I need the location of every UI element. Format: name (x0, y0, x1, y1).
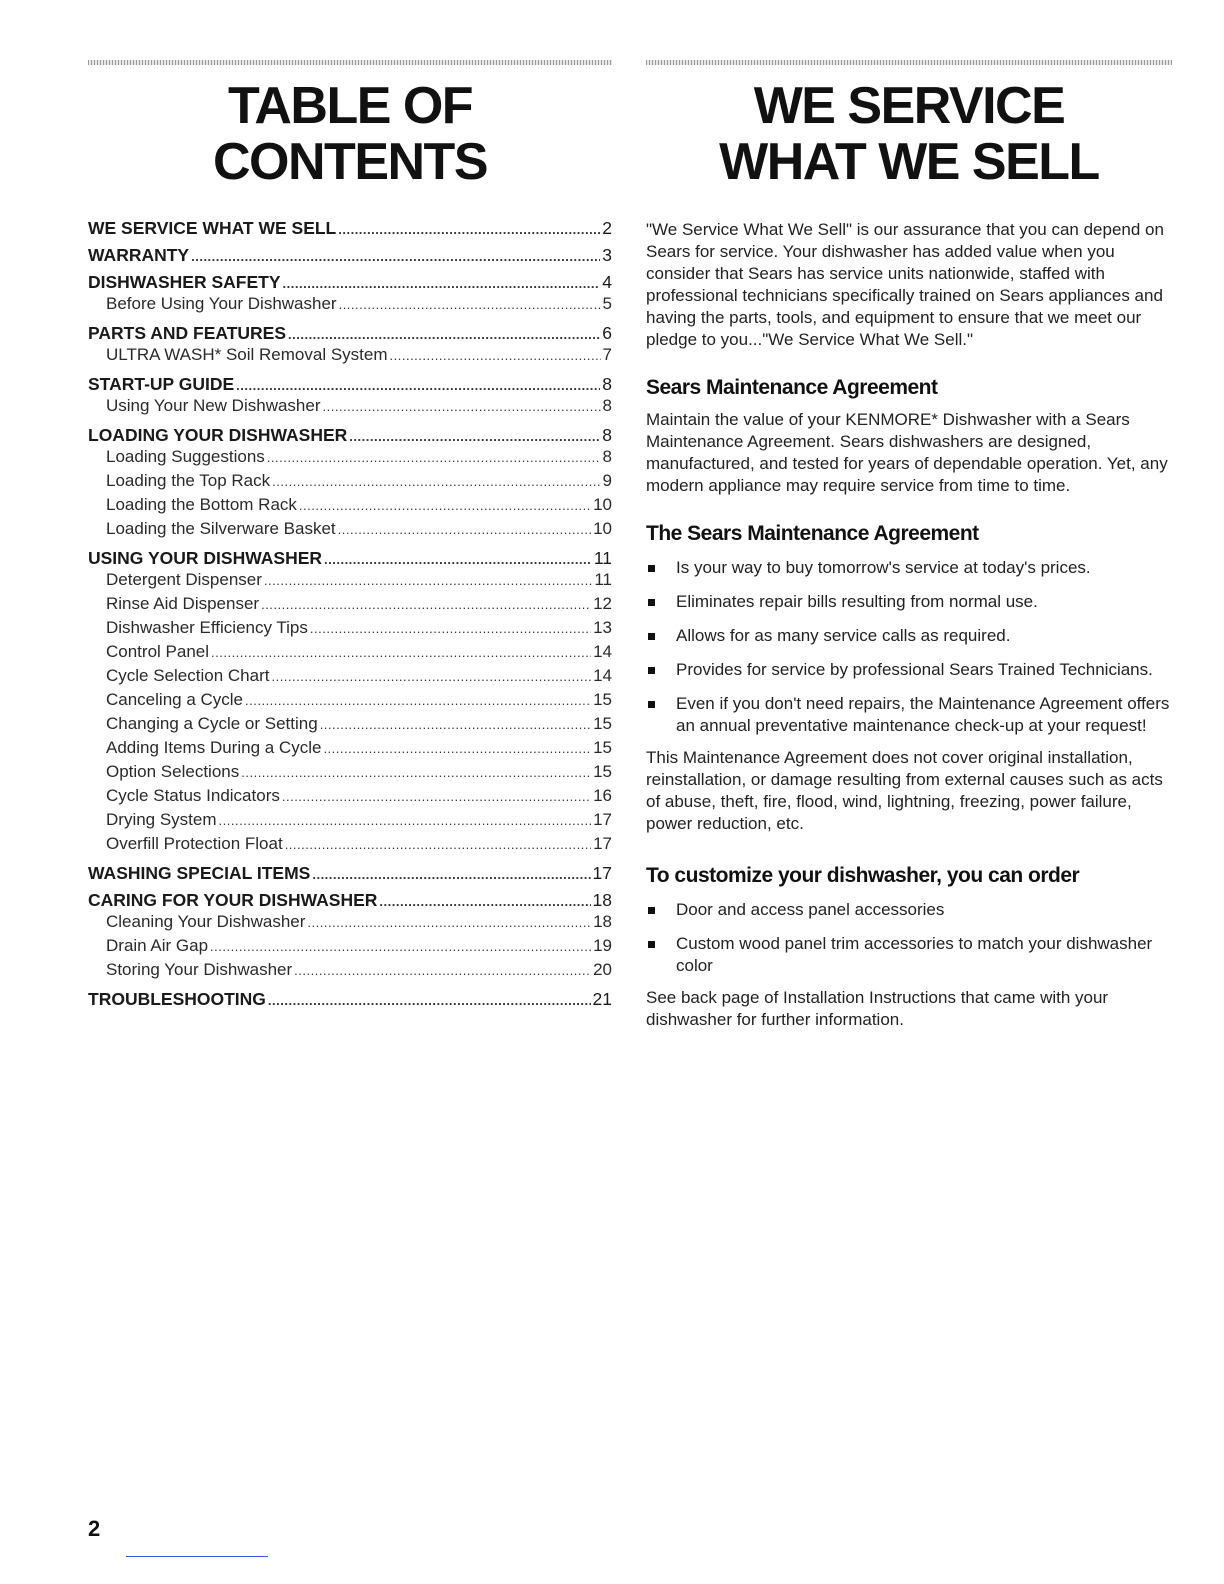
toc-dot-leader (323, 741, 591, 756)
square-bullet-icon (648, 633, 655, 640)
toc-subsection-entry (88, 810, 612, 834)
toc-subsection-entry (88, 834, 612, 858)
toc-entry-title: USING YOUR DISHWASHER (88, 548, 323, 568)
customize-heading: To customize your dishwasher, you can order (646, 864, 1080, 887)
toc-entry-page: 12 (593, 594, 612, 613)
toc-entry-title: Option Selections (106, 762, 240, 781)
toc-entry-page: 10 (593, 495, 612, 514)
toc-entry-page: 8 (602, 374, 612, 394)
toc-entry-title: Loading the Silverware Basket (106, 519, 336, 538)
bullet-text: Door and access panel accessories (676, 900, 945, 919)
customize-bullet-item (646, 899, 1172, 921)
we-service-body (646, 219, 1172, 1031)
toc-entry-page: 18 (593, 912, 612, 931)
toc-dot-leader (310, 621, 591, 636)
toc-title-line-2: CONTENTS (213, 133, 487, 191)
toc-dot-leader (236, 378, 600, 393)
toc-entry-page: 7 (602, 345, 612, 364)
toc-dot-leader (338, 222, 600, 237)
toc-entry-title: PARTS AND FEATURES (88, 323, 287, 343)
toc-entry-title: Before Using Your Dishwasher (106, 294, 337, 313)
toc-section-entry (88, 323, 612, 345)
toc-subsection-entry (88, 495, 612, 519)
we-service-title (646, 78, 1172, 190)
page-number: 2 (88, 1516, 101, 1541)
toc-entry-title: Storing Your Dishwasher (106, 960, 293, 979)
toc-entry-title: Dishwasher Efficiency Tips (106, 618, 308, 637)
toc-subsection-entry (88, 714, 612, 738)
toc-subsection-entry (88, 738, 612, 762)
toc-dot-leader (271, 669, 591, 684)
toc-entry-page: 5 (602, 294, 612, 313)
square-bullet-icon (648, 599, 655, 606)
agreement-bullet-item (646, 557, 1172, 579)
toc-dot-leader (312, 867, 590, 882)
toc-dot-leader (282, 789, 591, 804)
toc-entry-title: Canceling a Cycle (106, 690, 244, 709)
toc-entry-title: Adding Items During a Cycle (106, 738, 322, 757)
toc-subsection-entry (88, 396, 612, 420)
toc-dot-leader (324, 552, 592, 567)
toc-entry-title: ULTRA WASH* Soil Removal System (106, 345, 388, 364)
toc-entry-title: CARING FOR YOUR DISHWASHER (88, 890, 378, 910)
toc-section-entry (88, 425, 612, 447)
we-service-title-line-1: WE SERVICE (753, 77, 1065, 135)
toc-subsection-entry (88, 786, 612, 810)
toc-entry-page: 9 (602, 471, 612, 490)
toc-section-entry (88, 890, 612, 912)
toc-entry-title: Loading the Top Rack (106, 471, 271, 490)
toc-dot-leader (245, 693, 591, 708)
toc-subsection-entry (88, 519, 612, 543)
toc-entry-page: 3 (602, 245, 612, 265)
toc-entry-title: WASHING SPECIAL ITEMS (88, 863, 311, 883)
toc-entry-title: Using Your New Dishwasher (106, 396, 321, 415)
bullet-text: Allows for as many service calls as required. (676, 626, 1011, 645)
bottom-rule (126, 1556, 268, 1557)
agreement-heading: The Sears Maintenance Agreement (646, 522, 979, 545)
toc-dot-leader (320, 717, 591, 732)
toc-title (88, 78, 612, 190)
toc-entry-title: WE SERVICE WHAT WE SELL (88, 218, 337, 238)
toc-entry-page: 17 (593, 834, 612, 853)
intro-paragraph: "We Service What We Sell" is our assurance that you can depend on Sears for service. Your dishwasher has added value when you consider that Sears has service units nationwide, staffed with professional technicians specifically trained on Sears appliances and having the parts, tools, and equipment to ensure that we meet our pledge to you..."We Service What We Sell." (646, 220, 1164, 349)
toc-entry-page: 18 (592, 890, 612, 910)
toc-dot-leader (379, 894, 590, 909)
toc-entry-title: Drain Air Gap (106, 936, 209, 955)
toc-dot-leader (268, 993, 591, 1008)
toc-subsection-entry (88, 762, 612, 786)
toc-dot-leader (191, 249, 600, 264)
toc-entry-title: Cleaning Your Dishwasher (106, 912, 306, 931)
toc-entry-title: Detergent Dispenser (106, 570, 262, 589)
toc-entry-title: Control Panel (106, 642, 210, 661)
toc-entry-title: Cycle Status Indicators (106, 786, 280, 805)
closing-paragraph: See back page of Installation Instructions that came with your dishwasher for further information. (646, 988, 1109, 1029)
bullet-text: Is your way to buy tomorrow's service at today's prices. (676, 558, 1091, 577)
toc-section-entry (88, 218, 612, 240)
agreement-bullet-item (646, 693, 1172, 737)
toc-dot-leader (323, 399, 601, 414)
agreement-bullet-list (646, 557, 1172, 737)
toc-dot-leader (307, 915, 591, 930)
we-service-title-line-2: WHAT WE SELL (719, 133, 1099, 191)
customize-bullet-item (646, 933, 1172, 977)
toc-dot-leader (272, 474, 600, 489)
toc-entry-page: 15 (593, 714, 612, 733)
toc-entry-page: 11 (593, 548, 612, 568)
toc-dot-leader (294, 963, 591, 978)
toc-subsection-entry (88, 642, 612, 666)
toc-dot-leader (390, 348, 601, 363)
toc-dot-leader (241, 765, 591, 780)
toc-entry-title: Changing a Cycle or Setting (106, 714, 318, 733)
toc-subsection-entry (88, 960, 612, 984)
toc-entry-page: 17 (592, 863, 612, 883)
toc-entry-page: 4 (602, 272, 612, 292)
toc-entry-page: 11 (594, 570, 612, 589)
toc-list (88, 218, 612, 1011)
agreement-bullet-item (646, 591, 1172, 613)
toc-subsection-entry (88, 447, 612, 471)
coverage-paragraph: This Maintenance Agreement does not cover original installation, reinstallation, or damage resulting from external causes such as acts of abuse, theft, fire, flood, wind, lightning, freezing, power failure, power reduction, etc. (646, 748, 1163, 833)
toc-section-entry (88, 245, 612, 267)
toc-entry-page: 15 (593, 762, 612, 781)
toc-subsection-entry (88, 936, 612, 960)
customize-bullet-list (646, 899, 1172, 977)
toc-entry-title: Rinse Aid Dispenser (106, 594, 260, 613)
toc-dot-leader (267, 450, 601, 465)
toc-section-entry (88, 989, 612, 1011)
toc-dot-leader (211, 645, 591, 660)
toc-entry-title: START-UP GUIDE (88, 374, 235, 394)
toc-subsection-entry (88, 294, 612, 318)
toc-dot-leader (299, 498, 591, 513)
toc-dot-leader (349, 429, 600, 444)
toc-section-entry (88, 374, 612, 396)
maintenance-paragraph: Maintain the value of your KENMORE* Dishwasher with a Sears Maintenance Agreement. Sears dishwashers are designed, manufactured, and tested for years of dependable operation. Yet, any modern appliance may require service from time to time. (646, 410, 1168, 495)
toc-entry-page: 8 (602, 396, 612, 415)
toc-entry-title: Loading Suggestions (106, 447, 265, 466)
toc-dot-leader (339, 297, 601, 312)
toc-subsection-entry (88, 345, 612, 369)
maintenance-heading: Sears Maintenance Agreement (646, 376, 938, 399)
toc-dot-leader (210, 939, 591, 954)
toc-entry-title: Cycle Selection Chart (106, 666, 270, 685)
toc-entry-page: 10 (593, 519, 612, 538)
toc-subsection-entry (88, 690, 612, 714)
square-bullet-icon (648, 701, 655, 708)
toc-entry-title: Drying System (106, 810, 217, 829)
toc-dot-leader (261, 597, 591, 612)
toc-entry-page: 16 (593, 786, 612, 805)
toc-entry-page: 19 (593, 936, 612, 955)
toc-title-line-1: TABLE OF (227, 77, 473, 135)
toc-entry-title: WARRANTY (88, 245, 190, 265)
toc-entry-page: 6 (602, 323, 612, 343)
toc-subsection-entry (88, 912, 612, 936)
toc-entry-page: 20 (593, 960, 612, 979)
toc-section-entry (88, 548, 612, 570)
toc-entry-title: LOADING YOUR DISHWASHER (88, 425, 348, 445)
agreement-bullet-item (646, 659, 1172, 681)
toc-entry-title: TROUBLESHOOTING (88, 989, 266, 1009)
toc-subsection-entry (88, 471, 612, 495)
toc-subsection-entry (88, 666, 612, 690)
square-bullet-icon (648, 941, 655, 948)
toc-entry-page: 15 (593, 690, 612, 709)
toc-entry-page: 14 (593, 666, 612, 685)
toc-entry-title: DISHWASHER SAFETY (88, 272, 281, 292)
toc-entry-page: 15 (593, 738, 612, 757)
square-bullet-icon (648, 667, 655, 674)
toc-entry-page: 8 (602, 447, 612, 466)
bullet-text: Eliminates repair bills resulting from normal use. (676, 592, 1038, 611)
toc-entry-title: Loading the Bottom Rack (106, 495, 297, 514)
square-bullet-icon (648, 565, 655, 572)
bullet-text: Even if you don't need repairs, the Maintenance Agreement offers an annual preventative maintenance check-up at your request! (676, 694, 1170, 735)
bullet-text: Custom wood panel trim accessories to match your dishwasher color (676, 934, 1153, 975)
we-service-column (646, 0, 1172, 1200)
bullet-text: Provides for service by professional Sears Trained Technicians. (676, 660, 1153, 679)
square-bullet-icon (648, 907, 655, 914)
toc-entry-page: 8 (602, 425, 612, 445)
toc-section-entry (88, 272, 612, 294)
toc-dot-leader (283, 276, 601, 291)
toc-entry-page: 14 (593, 642, 612, 661)
toc-dot-leader (285, 837, 591, 852)
agreement-bullet-item (646, 625, 1172, 647)
toc-subsection-entry (88, 594, 612, 618)
toc-entry-title: Overfill Protection Float (106, 834, 283, 853)
toc-entry-page: 17 (593, 810, 612, 829)
toc-entry-page: 13 (593, 618, 612, 637)
toc-section-entry (88, 863, 612, 885)
toc-dot-leader (338, 522, 591, 537)
toc-entry-page: 21 (592, 989, 612, 1009)
toc-subsection-entry (88, 618, 612, 642)
table-of-contents-column (88, 0, 612, 1100)
toc-subsection-entry (88, 570, 612, 594)
toc-dot-leader (288, 327, 600, 342)
toc-entry-page: 2 (602, 218, 612, 238)
toc-dot-leader (219, 813, 592, 828)
toc-dot-leader (264, 573, 592, 588)
